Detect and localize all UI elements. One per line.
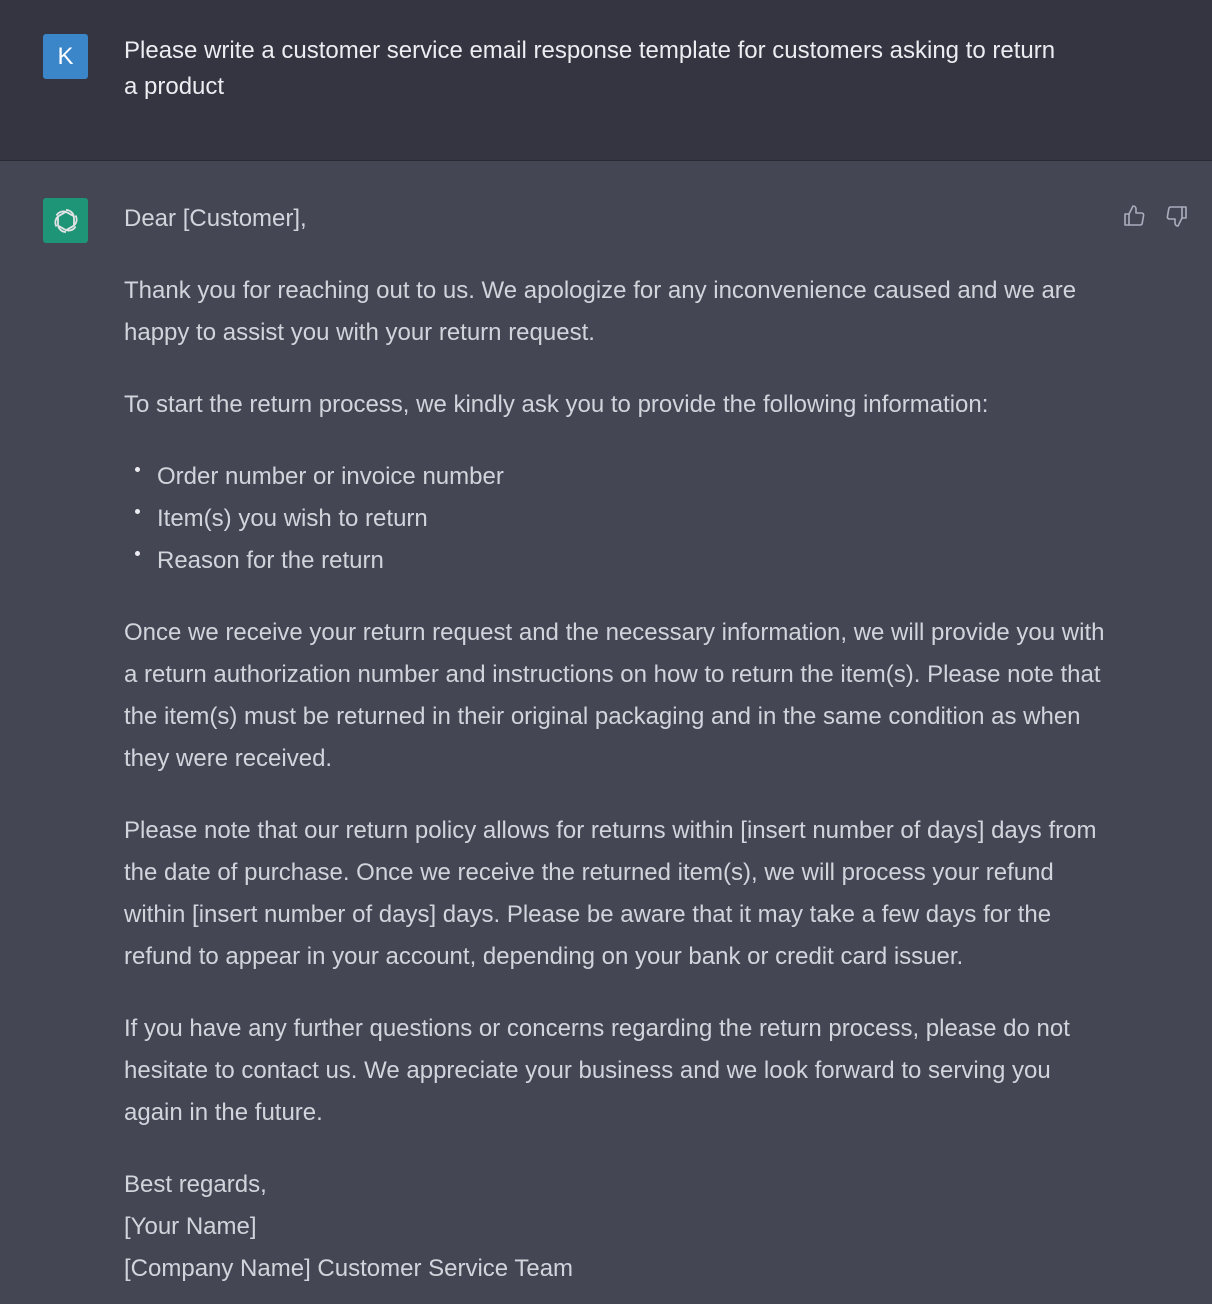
- thumbs-up-icon[interactable]: [1121, 203, 1147, 229]
- paragraph-policy: Please note that our return policy allows for returns within [insert number of days] days from the date of purchase. Once we receive the returned item(s), we will process your refund within [insert number of days] days. Please be aware that it may take a few days for the refund to appear in your account, depending on your bank or credit card issuer.: [124, 817, 1097, 970]
- paragraph-authorization: Once we receive your return request and the necessary information, we will provide you with a return authorization number and instructions on how to return the item(s). Please note that the item(s) must be returned in their original packaging and in the same condition as when they were received.: [124, 619, 1105, 772]
- user-prompt-text: Please write a customer service email response template for customers asking to return a product: [124, 37, 1056, 100]
- openai-logo-icon: [43, 198, 88, 243]
- bullet-dot: [135, 551, 140, 556]
- info-list: [124, 456, 1109, 582]
- greeting-text: Dear [Customer],: [124, 205, 307, 232]
- list-item: [124, 540, 1109, 582]
- user-message-row: [0, 0, 1212, 161]
- paragraph-closing: If you have any further questions or concerns regarding the return process, please do not hesitate to contact us. We appreciate your business and we look forward to serving you again in the future.: [124, 1015, 1070, 1126]
- paragraph-intro: Thank you for reaching out to us. We apologize for any inconvenience caused and we are happy to assist you with your return request.: [124, 277, 1077, 346]
- list-item-text: Order number or invoice number: [157, 463, 504, 490]
- paragraph-request-info: To start the return process, we kindly ask you to provide the following information:: [124, 391, 989, 418]
- assistant-response: [124, 198, 1109, 1290]
- bullet-dot: [135, 509, 140, 514]
- list-item-text: Reason for the return: [157, 547, 384, 574]
- assistant-message-row: [0, 161, 1212, 1304]
- signoff-line: [Your Name]: [124, 1213, 257, 1240]
- signoff: [124, 1164, 1109, 1290]
- signoff-line: [Company Name] Customer Service Team: [124, 1255, 574, 1282]
- thumbs-down-icon[interactable]: [1164, 203, 1190, 229]
- signoff-line: Best regards,: [124, 1171, 267, 1198]
- list-item: [124, 456, 1109, 498]
- user-avatar: K: [43, 34, 88, 79]
- list-item-text: Item(s) you wish to return: [157, 505, 428, 532]
- bullet-dot: [135, 467, 140, 472]
- list-item: [124, 498, 1109, 540]
